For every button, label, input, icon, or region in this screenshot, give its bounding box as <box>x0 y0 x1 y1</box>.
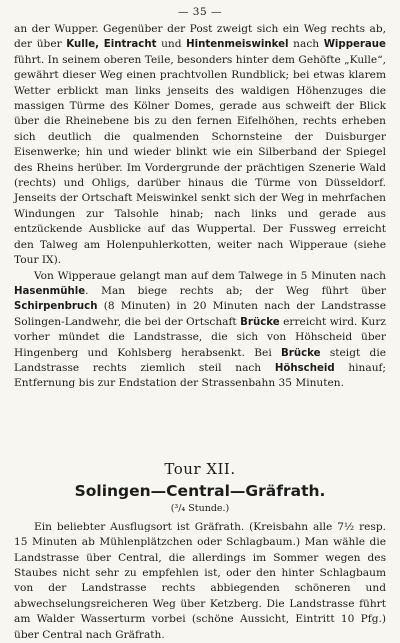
place-name-bold: Kulle, Eintracht <box>66 39 157 51</box>
place-name-bold: Brücke <box>240 316 280 328</box>
text-run: erreicht wird. Kurz vorher mündet die Landstrasse, die sich von Höhscheid über Hingenberg und Kohlsberg herabsenkt. Bei <box>14 315 387 359</box>
place-name-bold: Brücke <box>281 347 321 359</box>
text-run: (8 Minuten) in 20 Minuten nach der Landstrasse Solingen-Landwehr, die bei der Ortschaft <box>14 300 386 328</box>
page-number: — 35 — <box>177 6 223 18</box>
text-run: Von Wipperaue gelangt man auf dem Talwege in 5 Minuten nach <box>34 269 386 282</box>
place-name-bold: Schirpenbruch <box>14 301 98 313</box>
tour-duration: (³/₄ Stunde.) <box>170 502 230 514</box>
text-run: hinauf; Entfernung bis zur Endstation der Strassenbahn 35 Minuten. <box>14 361 387 390</box>
text-run: . Man biege rechts ab; der Weg führt über <box>85 284 386 297</box>
tour-title: Solingen—Central—Gräfrath. <box>74 481 326 500</box>
paragraph-route-description <box>14 22 386 269</box>
text-run: an der Wupper. Gegenüber der Post zweigt sich ein Weg rechts ab, der über <box>14 23 386 51</box>
place-name-bold: Höhscheid <box>274 362 335 374</box>
place-name-bold: Wipperaue <box>323 39 386 51</box>
text-run: nach <box>288 38 324 51</box>
section-gap <box>14 392 386 460</box>
paragraph-tour-description: Ein beliebter Ausflugsort ist Gräfrath. (Kreisbahn alle 7½ resp. 15 Minuten ab Mühlenplätzchen oder Schlagbaum.) Man wähle die Landstrasse über Central, die allerdings im Sommer wegen des Staubes nicht sehr zu empfehlen ist, oder den hinter Schlagbaum von der Landstrasse rechts abbiegenden schöneren und abwechselungsreicheren Weg über Ketzberg. Die Landstrasse führt am Walder Wasserturm vorbei (schöne Aussicht, Eintritt 10 Pfg.) über Central nach Gräfrath. <box>14 520 386 641</box>
tour-heading: Tour XII. <box>164 459 236 478</box>
place-name-bold: Hasenmühle <box>14 285 86 297</box>
place-name-bold: Hintenmeiswinkel <box>186 39 289 51</box>
text-run: steigt die Landstrasse rechts ziemlich steil nach <box>14 346 386 374</box>
text-run: und <box>156 38 187 51</box>
paragraph-continuation <box>14 269 386 392</box>
text-run: führt. In seinem oberen Teile, besonders hinter dem Gehöfte „Kulle“, gewährt dieser Weg einen prachtvollen Rundblick; bei etwas klarem Wetter erblickt man links jenseits des waldigen Höhenzuges die massigen Türme des Kölner Domes, gerade aus schweift der Blick über die Rheinebene bis zu den fernen Eifelhöhen, rechts erheben sich deutlich die qualmenden Schornsteine der Duisburger Eisenwerke; hin und wieder blinkt wie ein Silberband der Spiegel des Rheins herüber. Im Vordergrunde der prächtigen Szenerie Wald (rechts) und Ohligs, darüber hinaus die Türme von Düsseldorf. Jenseits der Ortschaft Meiswinkel senkt sich der Weg in mehrfachen Windungen zur Talsohle hinab; nach links und gerade aus entzückende Ausblicke auf das Wuppertal. Der Fussweg erreicht den Talweg am Holenpuhlerkotten, weiter nach Wipperaue (siehe Tour IX). <box>14 53 386 267</box>
